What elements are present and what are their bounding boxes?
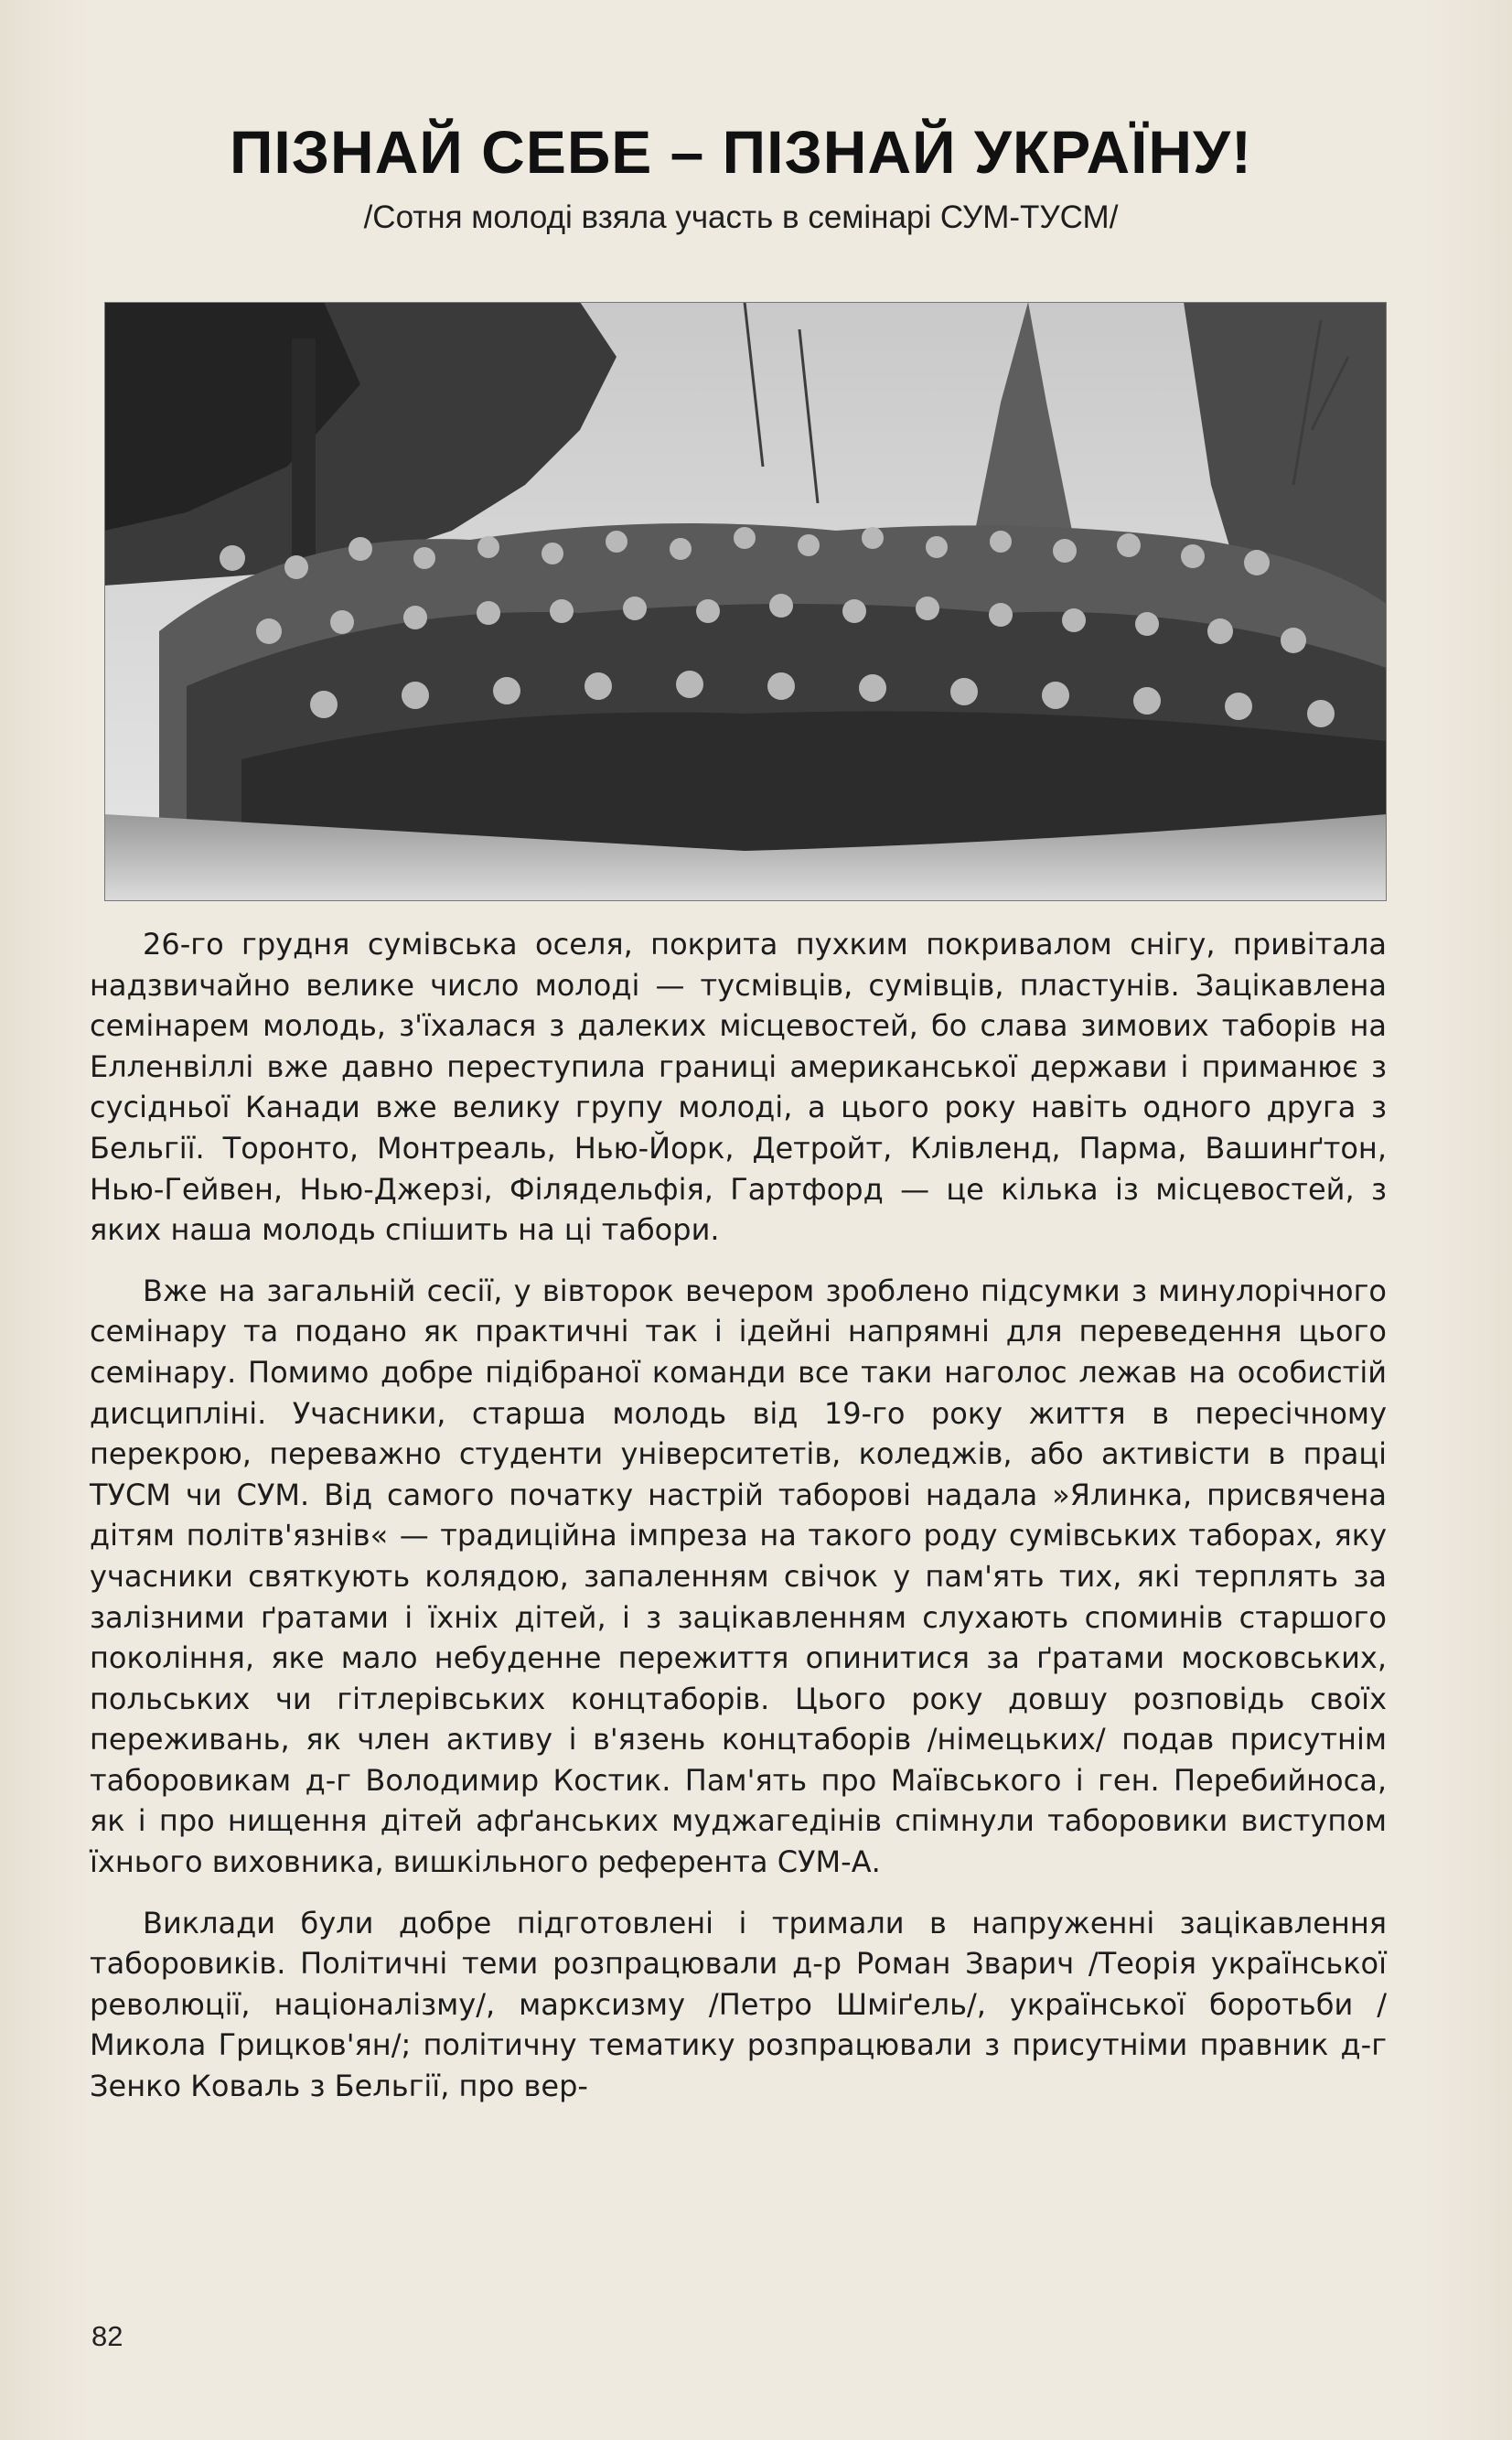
page-number: 82: [91, 2320, 123, 2352]
group-photo: [104, 302, 1387, 901]
article-title: ПІЗНАЙ СЕБЕ – ПІЗНАЙ УКРАЇНУ!: [229, 118, 1253, 186]
article-subtitle: /Сотня молоді взяла участь в семінарі СУМ-ТУСМ/: [363, 199, 1119, 235]
article-paragraph-3: Виклади були добре підготовлені і тримали в напруженні зацікавлення таборовиків. Політичні теми розпрацювали д-р Роман Зварич /Теорія української революції, націоналізму/, марксизму /Петро Шміґель/, української боротьби /Микола Грицков'ян/; політичну тематику розпрацювали з присутніми правник д-г Зенко Коваль з Бельгії, про вер-: [90, 1905, 1387, 2104]
article-paragraph-2: Вже на загальній сесії, у вівторок вечером зроблено підсумки з минулорічного семінару та подано як практичні так і ідейні напрямні для переведення цього семінару. Помимо добре підібраної команди все таки наголос лежав на особистій дисципліні. Учасники, старша молодь від 19-го року життя в пересічному перекрою, переважно студенти університетів, коледжів, або активісти в праці ТУСМ чи СУМ. Від самого початку настрій таборові надала »Ялинка, присвячена дітям політв'язнів« — традиційна імпреза на такого роду сумівських таборах, яку учасники святкують колядою, запаленням свічок у пам'ять тих, які терплять за залізними ґратами і їхніх дітей, і з зацікавленням слухають споминів старшого покоління, яке мало небуденне пережиття опинитися за ґратами московських, польських чи гітлерівських концтаборів. Цього року довшу розповідь своїх переживань, як член активу і в'язень концтаборів /німецьких/ подав присутнім таборовикам д-г Володимир Костик. Пам'ять про Маївського і ген. Перебийноса, як і про нищення дітей афґанських муджагедінів спімнули таборовики виступом їхнього виховника, вишкільного референта СУМ-А.: [90, 1273, 1387, 1880]
article-paragraph-1: 26-го грудня сумівська оселя, покрита пухким покривалом снігу, привітала надзвичайно велике число молоді — тусмівців, сумівців, пластунів. Зацікавлена семінарем молодь, з'їхалася з далеких місцевостей, бо слава зимових таборів на Елленвіллі вже давно переступила границі американської держави і приманює з сусідньої Канади вже велику групу молоді, а цього року навіть одного друга з Бельгії. Торонто, Монтреаль, Нью-Йорк, Детройт, Клівленд, Парма, Вашинґтон, Нью-Гейвен, Нью-Джерзі, Філядельфія, Гартфорд — це кілька із місцевостей, з яких наша молодь спішить на ці табори.: [90, 927, 1387, 1248]
article-body: [90, 924, 1387, 2127]
